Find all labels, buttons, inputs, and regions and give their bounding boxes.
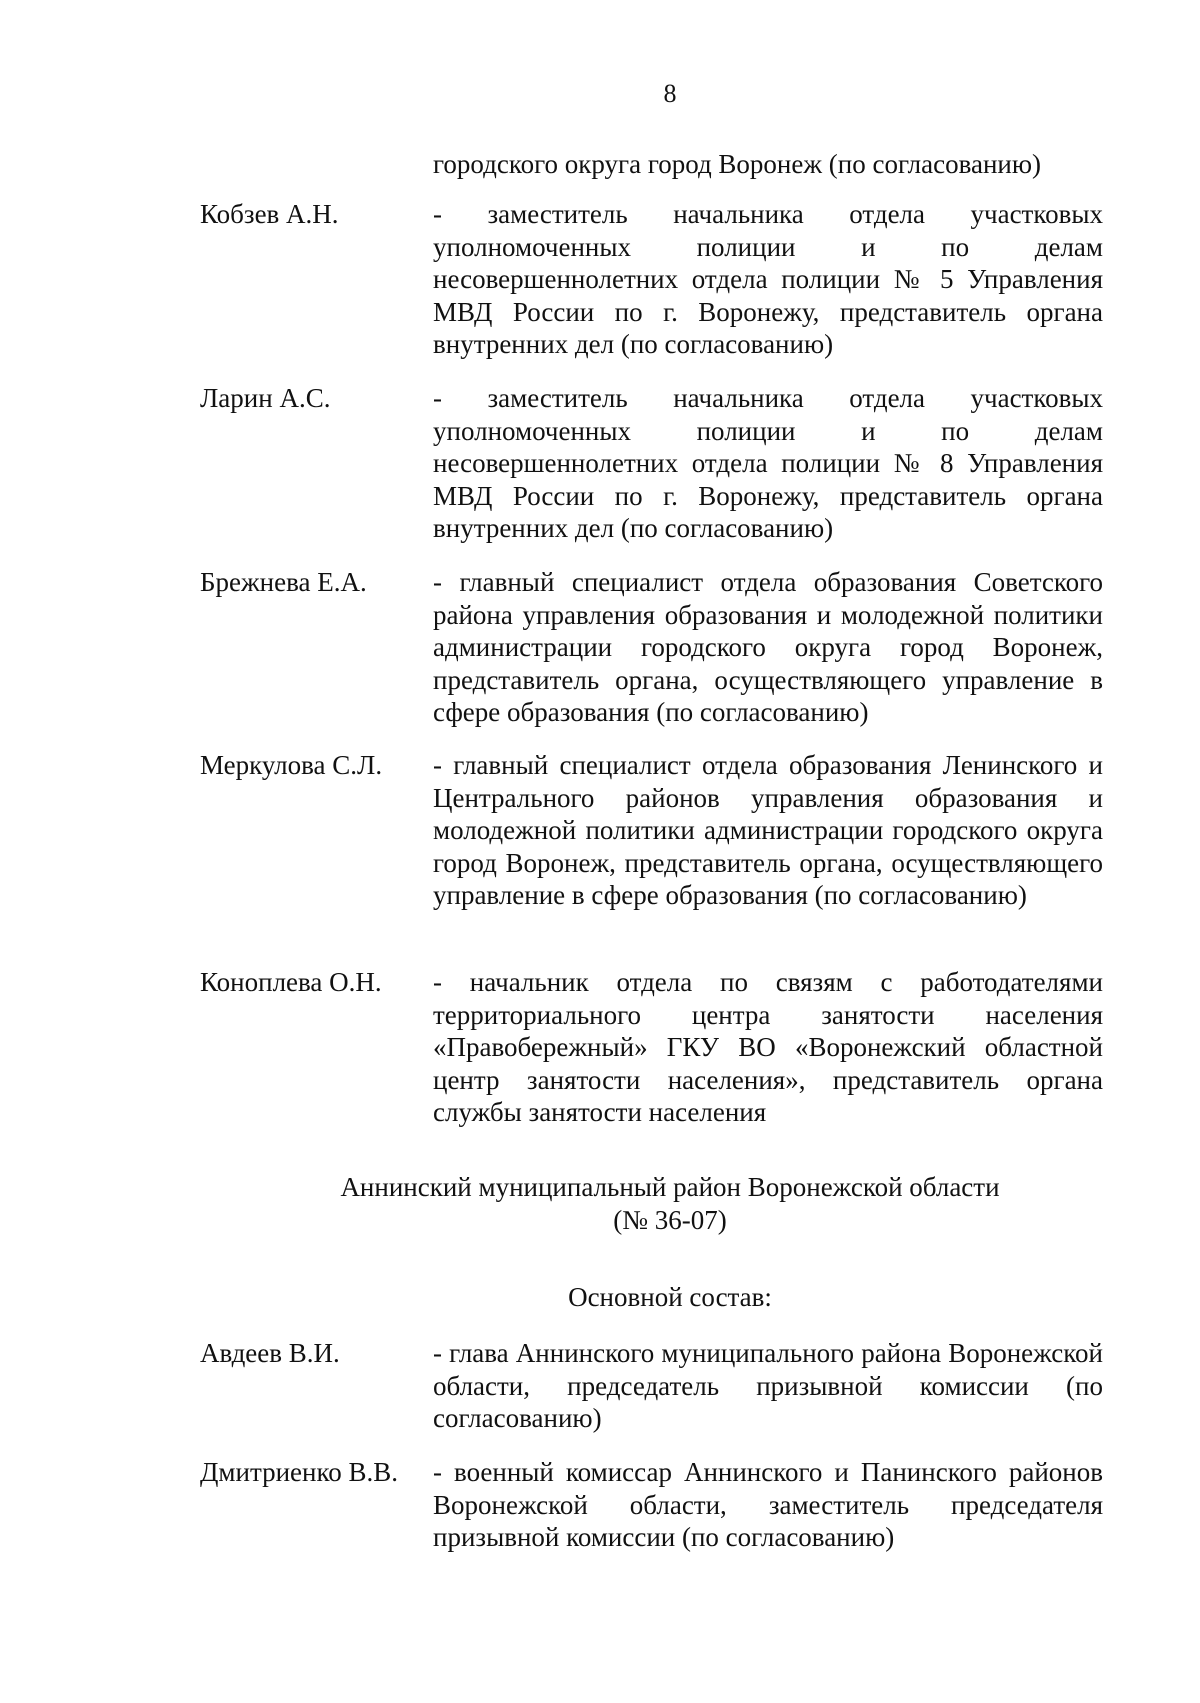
member-name: Дмитриенко В.В.: [200, 1457, 398, 1487]
section-subtitle: Основной состав:: [568, 1282, 772, 1312]
member-description: - заместитель начальника отдела участковых уполномоченных полиции и по делам несовершеннолетних отдела полиции № 5 Управления МВД России по г. Воронежу, представитель органа внутренних дел (по согласованию): [433, 199, 1103, 359]
member-description: - заместитель начальника отдела участковых уполномоченных полиции и по делам несовершеннолетних отдела полиции № 8 Управления МВД России по г. Воронежу, представитель органа внутренних дел (по согласованию): [433, 383, 1103, 543]
member-description: - глава Аннинского муниципального района Воронежской области, председатель призывной комиссии (по согласованию): [433, 1338, 1103, 1433]
page-number: 8: [663, 79, 677, 108]
member-description: - военный комиссар Аннинского и Панинского районов Воронежской области, заместитель председателя призывной комиссии (по согласованию): [433, 1457, 1103, 1552]
member-name: Ларин А.С.: [200, 383, 331, 413]
section-number: (№ 36-07): [613, 1205, 727, 1235]
member-description: - начальник отдела по связям с работодателями территориального центра занятости населения «Правобережный» ГКУ ВО «Воронежский областной центр занятости населения», представитель органа службы занятости населения: [433, 967, 1103, 1127]
member-description: - главный специалист отдела образования Советского района управления образования и молодежной политики администрации городского округа город Воронеж, представитель органа, осуществляющего управление в сфере образования (по согласованию): [433, 567, 1103, 727]
member-name: Кобзев А.Н.: [200, 199, 339, 229]
member-name: Меркулова С.Л.: [200, 750, 383, 780]
continuation-text: городского округа город Воронеж (по согласованию): [433, 149, 1042, 179]
section-title: Аннинский муниципальный район Воронежской области: [340, 1172, 1000, 1202]
member-description: - главный специалист отдела образования Ленинского и Центрального районов управления образования и молодежной политики администрации городского округа город Воронеж, представитель органа, осуществляющего управление в сфере образования (по согласованию): [433, 750, 1103, 910]
member-name: Авдеев В.И.: [200, 1338, 340, 1368]
member-name: Брежнева Е.А.: [200, 567, 367, 597]
member-name: Коноплева О.Н.: [200, 967, 382, 997]
